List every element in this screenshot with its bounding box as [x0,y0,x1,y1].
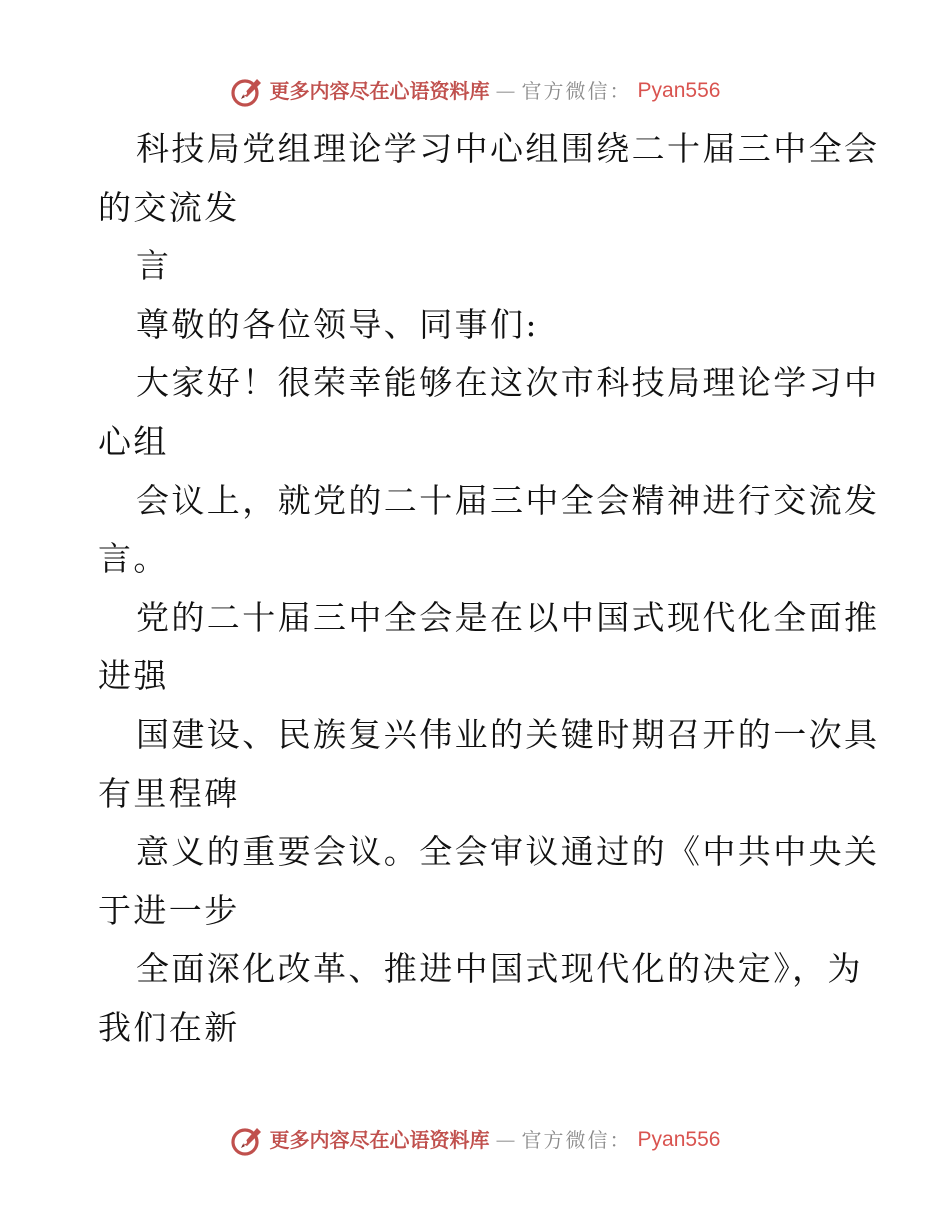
body-text-line: 大家好！很荣幸能够在这次市科技局理论学习中 [136,363,880,403]
body-text-line: 党的二十届三中全会是在以中国式现代化全面推 [136,597,880,637]
body-text-line: 尊敬的各位领导、同事们: [136,304,539,344]
footer-watermark-banner [0,1122,950,1158]
body-text-line: 言 [136,246,172,286]
body-text-line: 有里程碑 [98,773,240,813]
pen-seal-logo-icon [230,1123,264,1157]
body-text-line: 我们在新 [98,1007,240,1047]
body-text-line: 科技局党组理论学习中心组围绕二十届三中全会 [136,129,880,168]
banner-dash: — [495,1128,516,1152]
body-text-line: 的交流发 [98,187,240,227]
wechat-id: Pyan556 [637,79,721,102]
wechat-id: Pyan556 [637,1128,721,1151]
body-text-line: 于进一步 [98,890,240,930]
body-text-line: 意义的重要会议。全会审议通过的《中共中央关 [136,832,880,872]
document-body [98,120,880,1058]
body-text-line: 言。 [98,539,169,579]
body-text-line: 全面深化改革、推进中国式现代化的决定》，为 [136,949,863,989]
body-text-line: 国建设、民族复兴伟业的关键时期召开的一次具 [136,714,880,754]
body-text-line: 会议上，就党的二十届三中全会精神进行交流发 [136,480,880,520]
wechat-label: 官方微信： [521,1128,632,1152]
pen-seal-logo-icon [230,74,264,108]
site-name-text: 更多内容尽在心语资料库 [269,1128,490,1152]
header-watermark-banner [0,73,950,109]
site-name-text: 更多内容尽在心语资料库 [269,79,490,103]
wechat-label: 官方微信： [521,79,632,103]
body-text-line: 进强 [98,656,169,696]
banner-dash: — [495,79,516,103]
body-text-line: 心组 [98,421,169,461]
